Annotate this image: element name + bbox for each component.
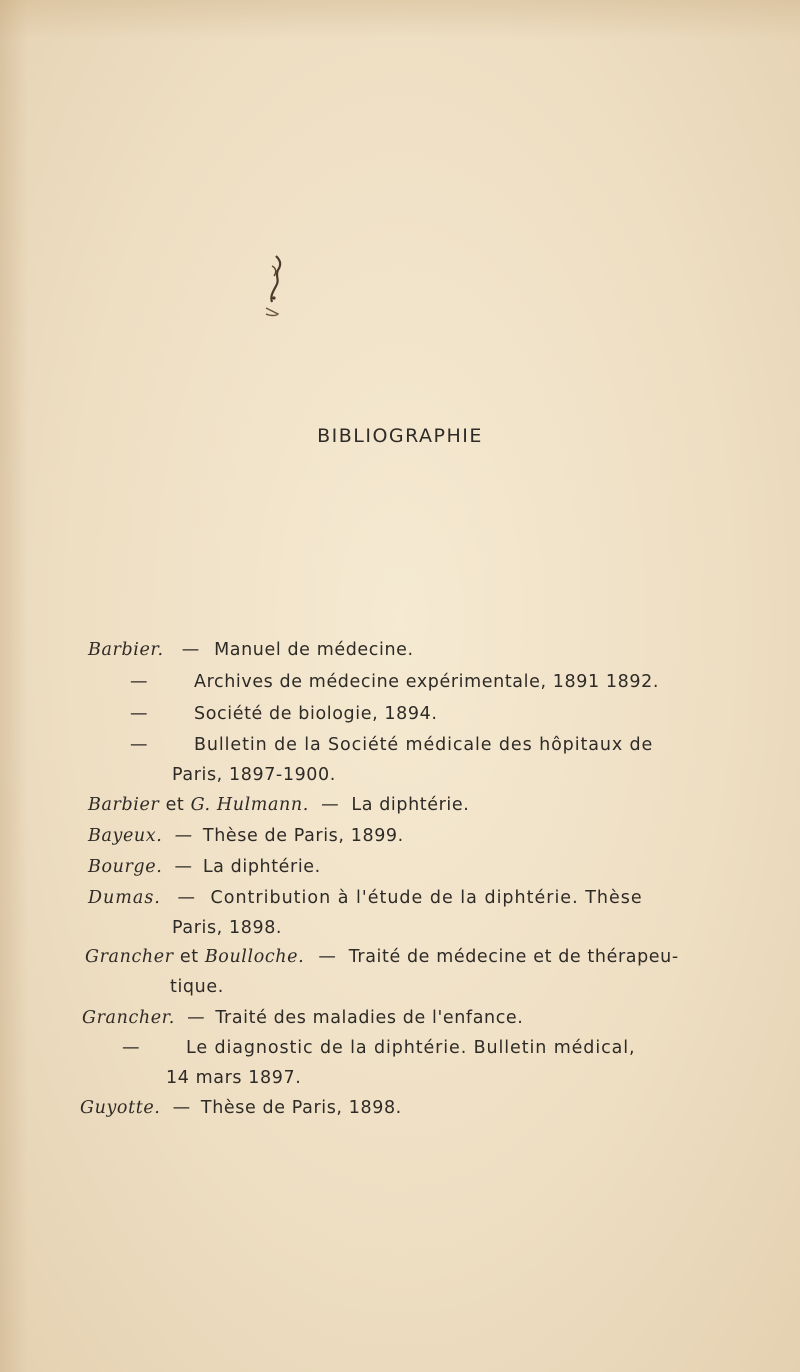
entry-text: Thèse de Paris, 1898. (200, 1098, 402, 1118)
bibliography-entry (88, 640, 414, 660)
bibliography-entry-continuation (172, 918, 282, 938)
entry-text: Le diagnostic de la diphtérie. Bulletin médical, (186, 1038, 636, 1058)
em-dash: — (130, 672, 148, 692)
author-name: Barbier (88, 795, 160, 815)
page-title: BIBLIOGRAPHIE (317, 425, 483, 447)
bibliography-entry (194, 672, 659, 692)
page-edge-shadow (0, 0, 28, 1372)
author-name: Barbier. (88, 640, 164, 660)
bibliography-entry (88, 826, 404, 846)
entry-text: Paris, 1897-1900. (172, 765, 336, 785)
bibliography-entry-continuation (172, 765, 336, 785)
author-name: Grancher. (82, 1008, 175, 1028)
entry-text: Archives de médecine expérimentale, 1891 1892. (194, 672, 659, 692)
entry-text: 14 mars 1897. (166, 1068, 302, 1088)
entry-text: Traité des maladies de l'enfance. (215, 1008, 524, 1028)
entry-text: Traité de médecine et de thérapeu- (348, 947, 679, 967)
em-dash: — (187, 1008, 206, 1028)
entry-text: Société de biologie, 1894. (194, 704, 438, 724)
em-dash: — (177, 888, 196, 908)
author-name: Dumas. (88, 888, 161, 908)
bibliography-entry (88, 795, 469, 815)
em-dash: — (130, 704, 148, 724)
bibliography-entry (80, 1098, 402, 1118)
entry-text: tique. (170, 977, 224, 997)
em-dash: — (174, 826, 193, 846)
entry-text: Bulletin de la Société médicale des hôpitaux de (194, 735, 654, 755)
bibliography-entry-continuation (170, 977, 224, 997)
em-dash: — (174, 857, 193, 877)
entry-text: Paris, 1898. (172, 918, 283, 938)
author-name: Guyotte. (80, 1098, 161, 1118)
author-name: Grancher (85, 947, 174, 967)
em-dash: — (181, 640, 200, 660)
author-name: Boulloche. (204, 947, 305, 967)
bibliography-entry (194, 704, 438, 724)
conjunction: et (165, 795, 185, 815)
bibliography-entry (88, 888, 643, 908)
author-name: Bourge. (88, 857, 163, 877)
entry-text: Manuel de médecine. (214, 640, 414, 660)
em-dash: — (321, 795, 340, 815)
author-name: Bayeux. (88, 826, 163, 846)
bibliography-entry (85, 947, 679, 967)
entry-text: La diphtérie. (351, 795, 470, 815)
entry-text: Contribution à l'étude de la diphtérie. Thèse (210, 888, 643, 908)
bibliography-entry-continuation (166, 1068, 301, 1088)
bibliography-entry (82, 1008, 523, 1028)
ink-stamp-mark (250, 250, 290, 330)
bibliography-entry (186, 1038, 635, 1058)
entry-text: La diphtérie. (202, 857, 321, 877)
bibliography-entry (88, 857, 321, 877)
entry-text: Thèse de Paris, 1899. (202, 826, 404, 846)
em-dash: — (318, 947, 337, 967)
em-dash: — (130, 735, 148, 755)
conjunction: et (179, 947, 199, 967)
em-dash: — (122, 1038, 140, 1058)
page-top-shadow (0, 0, 800, 40)
author-name: G. Hulmann. (190, 795, 309, 815)
em-dash: — (172, 1098, 191, 1118)
bibliography-entry (194, 735, 653, 755)
